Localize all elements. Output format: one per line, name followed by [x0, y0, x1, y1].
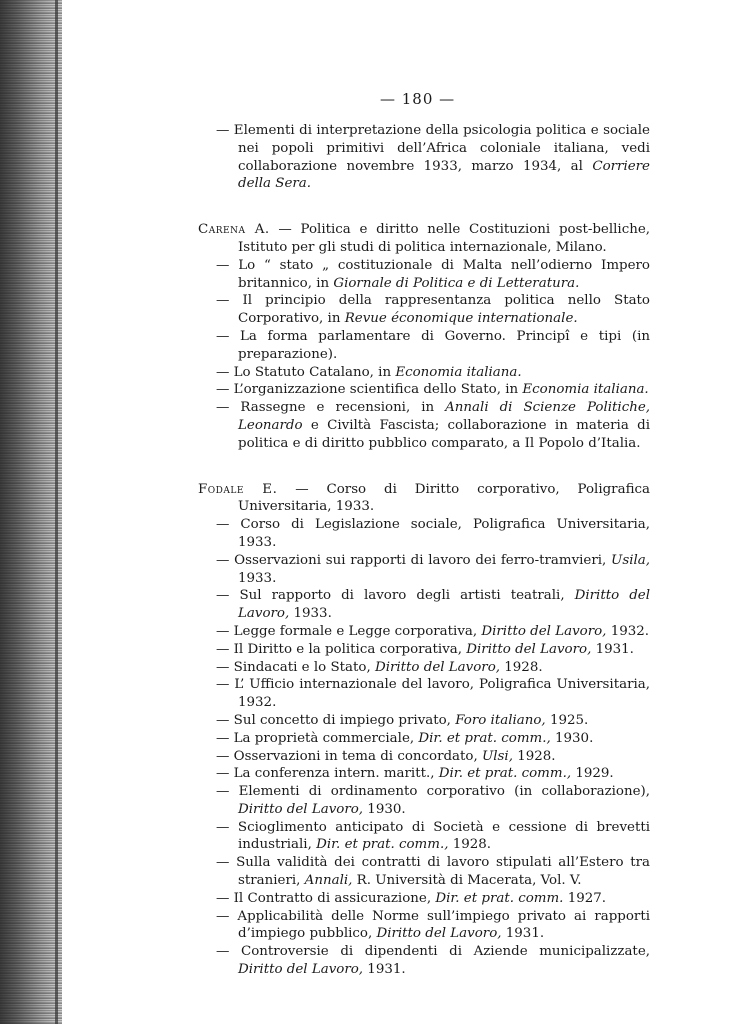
bibliography-entry: — Sul rapporto di lavoro degli artisti teatrali, Diritto del Lavoro, 1933. [216, 588, 650, 622]
binding-edge [55, 0, 58, 1024]
author-entry-fodale: Fodale E. — Corso di Diritto corporativo, Poligrafica Universitaria, 1933. [198, 481, 650, 515]
author-name: Fodale E. [198, 481, 278, 497]
author-entry-carena: Carena A. — Politica e diritto nelle Costituzioni post-belliche, Istituto per gli studi di politica internazionale, Milano. [198, 222, 650, 255]
bibliography-entry: — Scioglimento anticipato di Società e cessione di brevetti industriali, Dir. et prat. comm., 1928. [216, 819, 650, 853]
bibliography-entry: — Rassegne e recensioni, in Annali di Scienze Politiche, Leonardo e Civiltà Fascista; collaborazione in materia di politica e di diritto pubblico comparato, a Il Popolo d’Italia. [216, 400, 651, 451]
bibliography-entry: — Lo “ stato „ costituzionale di Malta nell’odierno Impero britannico, in Giornale di Politica e di Letteratura. [216, 257, 650, 291]
bibliography-entry: — Sindacati e lo Stato, Diritto del Lavoro, 1928. [216, 659, 543, 675]
bibliography-entry: — Elementi di ordinamento corporativo (in collaborazione), Diritto del Lavoro, 1930. [216, 784, 650, 817]
bibliography-entry: — Osservazioni sui rapporti di lavoro dei ferro-tramvieri, Usila, 1933. [216, 552, 650, 586]
bibliography-entry: — Controversie di dipendenti di Aziende municipalizzate, Diritto del Lavoro, 1931. [216, 944, 650, 978]
bibliography-entry: — L’organizzazione scientifica dello Stato, in Economia italiana. [216, 382, 649, 398]
bibliography-entry: — Sulla validità dei contratti di lavoro stipulati all’Estero tra stranieri, Annali, R. Università di Macerata, Vol. V. [216, 855, 650, 889]
bibliography-entry: — La forma parlamentare di Governo. Principî e tipi (in preparazione). [216, 328, 650, 362]
bibliography-entry: — Il Diritto e la politica corporativa, Diritto del Lavoro, 1931. [216, 641, 634, 657]
author-name: Carena A. [198, 222, 270, 238]
bibliography-content [198, 122, 650, 979]
bibliography-entry: — Il principio della rappresentanza politica nello Stato Corporativo, in Revue économique internationale. [216, 293, 650, 327]
bibliography-entry: — Osservazioni in tema di concordato, Ulsi, 1928. [216, 748, 556, 764]
bibliography-entry: — Lo Statuto Catalano, in Economia italiana. [216, 364, 522, 380]
bibliography-entry: — Sul concetto di impiego privato, Foro italiano, 1925. [216, 712, 589, 728]
bibliography-entry: — Applicabilità delle Norme sull’impiego privato ai rapporti d’impiego pubblico, Diritto del Lavoro, 1931. [216, 908, 650, 942]
bibliography-entry: — La proprietà commerciale, Dir. et prat. comm., 1930. [216, 730, 594, 746]
bibliography-entry: — La conferenza intern. maritt., Dir. et prat. comm., 1929. [216, 766, 614, 782]
page-number: — 180 — [380, 90, 456, 108]
bibliography-entry: — Il Contratto di assicurazione, Dir. et prat. comm. 1927. [216, 890, 607, 906]
book-binding-shadow [0, 0, 62, 1024]
bibliography-entry: — L’ Ufficio internazionale del lavoro, Poligrafica Universitaria, 1932. [216, 677, 650, 711]
bibliography-entry: — Elementi di interpretazione della psicologia politica e sociale nei popoli primitivi dell’Africa coloniale italiana, vedi collaborazione novembre 1933, marzo 1934, al Corriere della Sera. [216, 123, 650, 192]
bibliography-entry: — Legge formale e Legge corporativa, Diritto del Lavoro, 1932. [216, 623, 650, 639]
bibliography-entry: — Corso di Legislazione sociale, Poligrafica Universitaria, 1933. [216, 517, 650, 550]
